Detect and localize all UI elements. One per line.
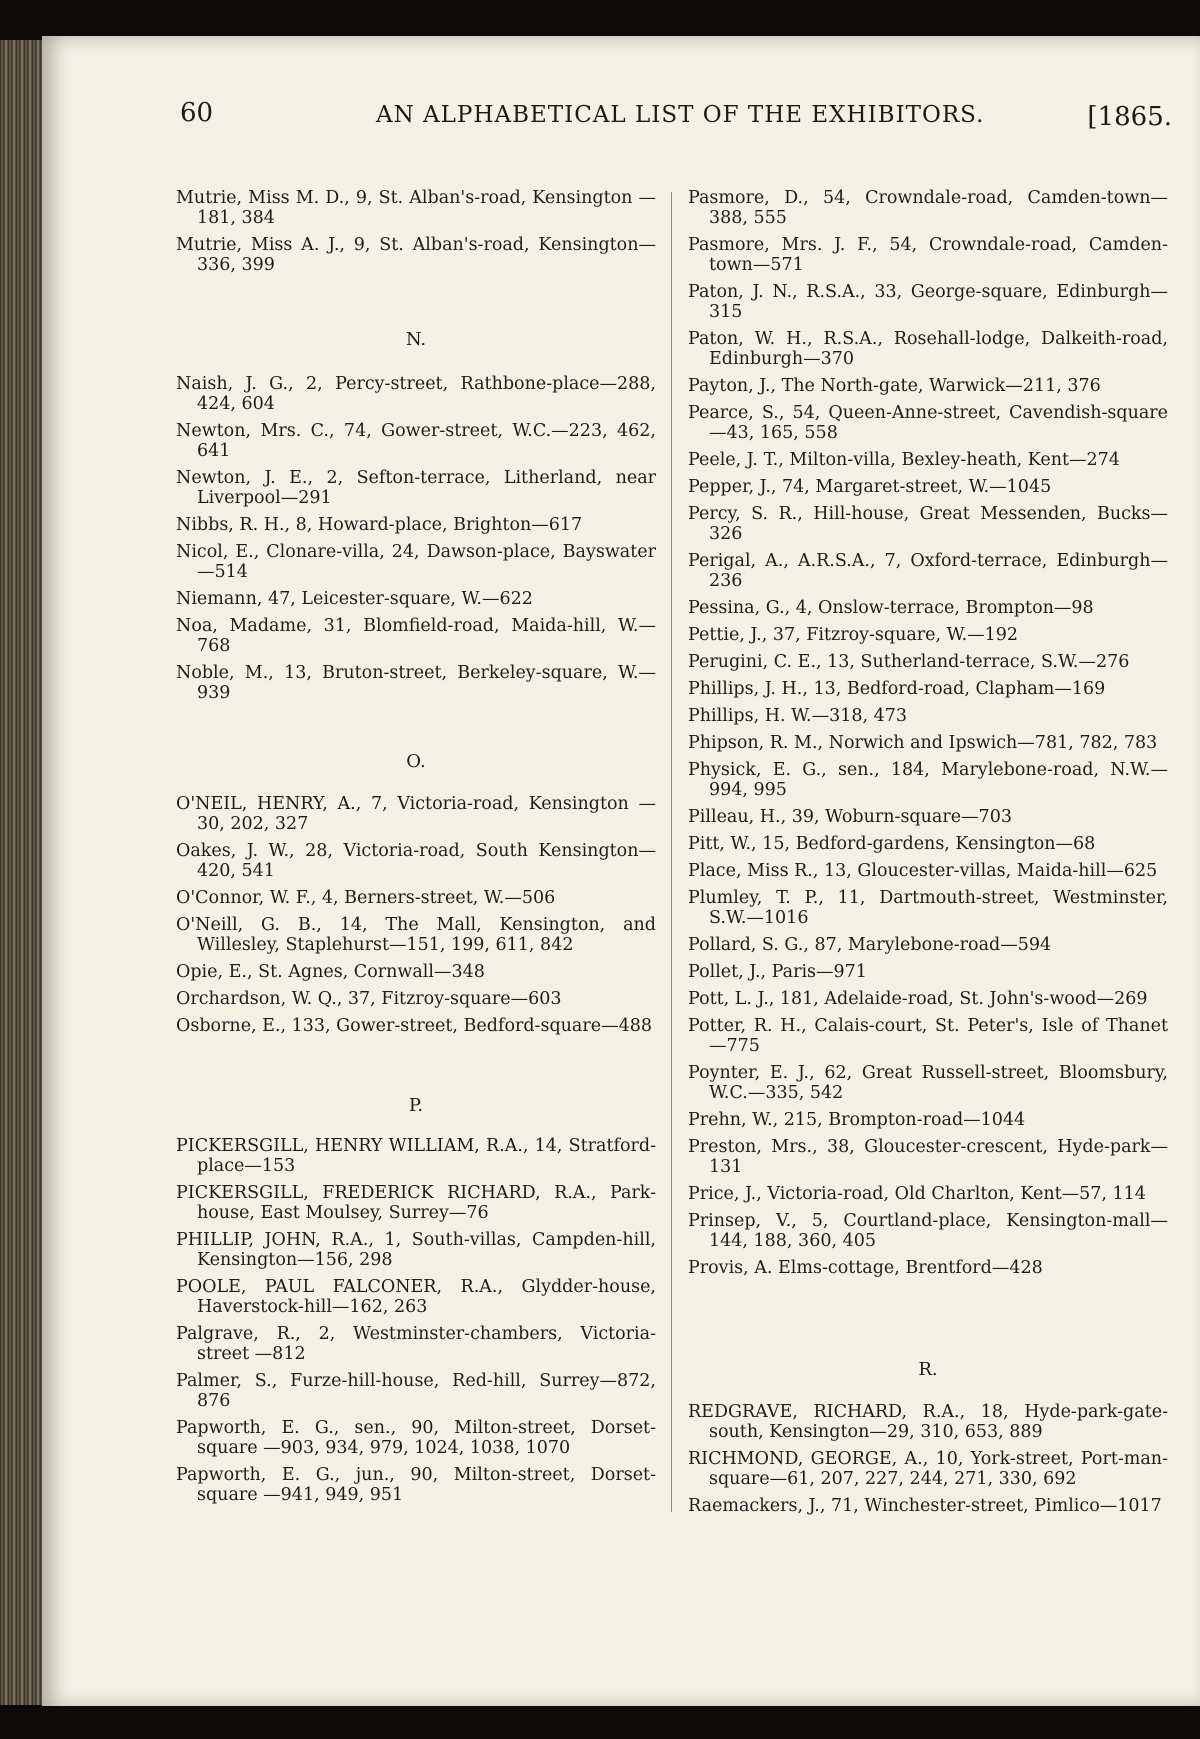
exhibitor-entry: Naish, J. G., 2, Percy-street, Rathbone-place—288, 424, 604 xyxy=(176,374,656,414)
exhibitor-entry: Prehn, W., 215, Brompton-road—1044 xyxy=(688,1110,1026,1130)
exhibitor-entry: Osborne, E., 133, Gower-street, Bedford-square—488 xyxy=(176,1016,652,1036)
exhibitor-entry: Payton, J., The North-gate, Warwick—211, 376 xyxy=(688,376,1101,396)
exhibitor-entry: Mutrie, Miss M. D., 9, St. Alban's-road, Kensington —181, 384 xyxy=(176,188,656,228)
exhibitor-entry: Noble, M., 13, Bruton-street, Berkeley-square, W.— 939 xyxy=(176,663,656,703)
exhibitor-entry: Nibbs, R. H., 8, Howard-place, Brighton—617 xyxy=(176,515,583,535)
exhibitor-entry: Oakes, J. W., 28, Victoria-road, South Kensington— 420, 541 xyxy=(176,841,656,881)
page-number: 60 xyxy=(180,98,214,128)
exhibitor-entry: O'NEIL, HENRY, A., 7, Victoria-road, Kensington —30, 202, 327 xyxy=(176,794,656,834)
year-label: [1865. xyxy=(1087,102,1172,132)
exhibitor-entry: Pasmore, Mrs. J. F., 54, Crowndale-road, Camden-town—571 xyxy=(688,235,1168,275)
exhibitor-entry: Pasmore, D., 54, Crowndale-road, Camden-town—388, 555 xyxy=(688,188,1168,228)
section-letter-n: N. xyxy=(405,329,427,350)
exhibitor-entry: Percy, S. R., Hill-house, Great Messenden, Bucks— 326 xyxy=(688,504,1168,544)
section-letter-r: R. xyxy=(918,1359,938,1380)
exhibitor-entry: Niemann, 47, Leicester-square, W.—622 xyxy=(176,589,533,609)
exhibitor-entry: Provis, A. Elms-cottage, Brentford—428 xyxy=(688,1258,1043,1278)
exhibitor-entry: O'Neill, G. B., 14, The Mall, Kensington, and Willesley, Staplehurst—151, 199, 611, 842 xyxy=(176,915,656,955)
exhibitor-entry: Physick, E. G., sen., 184, Marylebone-road, N.W.— 994, 995 xyxy=(688,760,1168,800)
exhibitor-entry: Newton, Mrs. C., 74, Gower-street, W.C.—223, 462, 641 xyxy=(176,421,656,461)
exhibitor-entry: Pepper, J., 74, Margaret-street, W.—1045 xyxy=(688,477,1052,497)
exhibitor-entry: Opie, E., St. Agnes, Cornwall—348 xyxy=(176,962,485,982)
exhibitor-entry: Phipson, R. M., Norwich and Ipswich—781, 782, 783 xyxy=(688,733,1158,753)
exhibitor-entry: Newton, J. E., 2, Sefton-terrace, Litherland, near Liverpool—291 xyxy=(176,468,656,508)
exhibitor-entry: RICHMOND, GEORGE, A., 10, York-street, Port-man-square—61, 207, 227, 244, 271, 330, 692 xyxy=(688,1449,1168,1489)
book-spine xyxy=(0,40,46,1705)
exhibitor-entry: Paton, W. H., R.S.A., Rosehall-lodge, Dalkeith-road, Edinburgh—370 xyxy=(688,329,1168,369)
scan-border xyxy=(0,1706,1200,1739)
exhibitor-entry: Plumley, T. P., 11, Dartmouth-street, Westminster, S.W.—1016 xyxy=(688,888,1168,928)
exhibitor-entry: Pessina, G., 4, Onslow-terrace, Brompton—98 xyxy=(688,598,1094,618)
section-letter-o: O. xyxy=(406,751,426,772)
exhibitor-entry: Poynter, E. J., 62, Great Russell-street, Bloomsbury, W.C.—335, 542 xyxy=(688,1063,1168,1103)
exhibitor-entry: PICKERSGILL, HENRY WILLIAM, R.A., 14, Stratford-place—153 xyxy=(176,1136,656,1176)
exhibitor-entry: Raemackers, J., 71, Winchester-street, Pimlico—1017 xyxy=(688,1496,1162,1516)
exhibitor-entry: Pettie, J., 37, Fitzroy-square, W.—192 xyxy=(688,625,1019,645)
exhibitor-entry: PHILLIP, JOHN, R.A., 1, South-villas, Campden-hill, Kensington—156, 298 xyxy=(176,1230,656,1270)
exhibitor-entry: Orchardson, W. Q., 37, Fitzroy-square—603 xyxy=(176,989,562,1009)
exhibitor-entry: Palgrave, R., 2, Westminster-chambers, Victoria-street —812 xyxy=(176,1324,656,1364)
exhibitor-entry: PICKERSGILL, FREDERICK RICHARD, R.A., Park-house, East Moulsey, Surrey—76 xyxy=(176,1183,656,1223)
page-header xyxy=(180,98,1172,148)
exhibitor-entry: Papworth, E. G., sen., 90, Milton-street, Dorset-square —903, 934, 979, 1024, 1038, 1070 xyxy=(176,1418,656,1458)
exhibitor-entry: POOLE, PAUL FALCONER, R.A., Glydder-house, Haverstock-hill—162, 263 xyxy=(176,1277,656,1317)
exhibitor-entry: Palmer, S., Furze-hill-house, Red-hill, Surrey—872, 876 xyxy=(176,1371,656,1411)
exhibitor-entry: Pearce, S., 54, Queen-Anne-street, Cavendish-square —43, 165, 558 xyxy=(688,403,1168,443)
exhibitor-entry: Place, Miss R., 13, Gloucester-villas, Maida-hill—625 xyxy=(688,861,1158,881)
exhibitor-entry: REDGRAVE, RICHARD, R.A., 18, Hyde-park-gate-south, Kensington—29, 310, 653, 889 xyxy=(688,1402,1168,1442)
exhibitor-entry: Pitt, W., 15, Bedford-gardens, Kensington—68 xyxy=(688,834,1096,854)
exhibitor-entry: Perigal, A., A.R.S.A., 7, Oxford-terrace, Edinburgh— 236 xyxy=(688,551,1168,591)
exhibitor-entry: Prinsep, V., 5, Courtland-place, Kensington-mall— 144, 188, 360, 405 xyxy=(688,1211,1168,1251)
exhibitor-entry: Preston, Mrs., 38, Gloucester-crescent, Hyde-park— 131 xyxy=(688,1137,1168,1177)
exhibitor-entry: Pott, L. J., 181, Adelaide-road, St. John's-wood—269 xyxy=(688,989,1148,1009)
exhibitor-entry: Nicol, E., Clonare-villa, 24, Dawson-place, Bayswater —514 xyxy=(176,542,656,582)
section-letter-p: P. xyxy=(408,1095,424,1116)
exhibitor-entry: Mutrie, Miss A. J., 9, St. Alban's-road, Kensington— 336, 399 xyxy=(176,235,656,275)
exhibitor-entry: Papworth, E. G., jun., 90, Milton-street, Dorset-square —941, 949, 951 xyxy=(176,1465,656,1505)
exhibitor-entry: Pollet, J., Paris—971 xyxy=(688,962,867,982)
exhibitor-entry: Price, J., Victoria-road, Old Charlton, Kent—57, 114 xyxy=(688,1184,1146,1204)
exhibitor-entry: Paton, J. N., R.S.A., 33, George-square, Edinburgh— 315 xyxy=(688,282,1168,322)
exhibitor-entry: Phillips, H. W.—318, 473 xyxy=(688,706,908,726)
exhibitor-entry: Pollard, S. G., 87, Marylebone-road—594 xyxy=(688,935,1052,955)
exhibitor-entry: Perugini, C. E., 13, Sutherland-terrace, S.W.—276 xyxy=(688,652,1130,672)
exhibitor-entry: Phillips, J. H., 13, Bedford-road, Clapham—169 xyxy=(688,679,1106,699)
exhibitor-entry: O'Connor, W. F., 4, Berners-street, W.—506 xyxy=(176,888,556,908)
exhibitor-entry: Potter, R. H., Calais-court, St. Peter's, Isle of Thanet —775 xyxy=(688,1016,1168,1056)
exhibitor-entry: Pilleau, H., 39, Woburn-square—703 xyxy=(688,807,1012,827)
running-title: AN ALPHABETICAL LIST OF THE EXHIBITORS. xyxy=(376,102,985,128)
exhibitor-entry: Noa, Madame, 31, Blomfield-road, Maida-hill, W.— 768 xyxy=(176,616,656,656)
column-divider xyxy=(671,192,672,1512)
exhibitor-entry: Peele, J. T., Milton-villa, Bexley-heath, Kent—274 xyxy=(688,450,1120,470)
